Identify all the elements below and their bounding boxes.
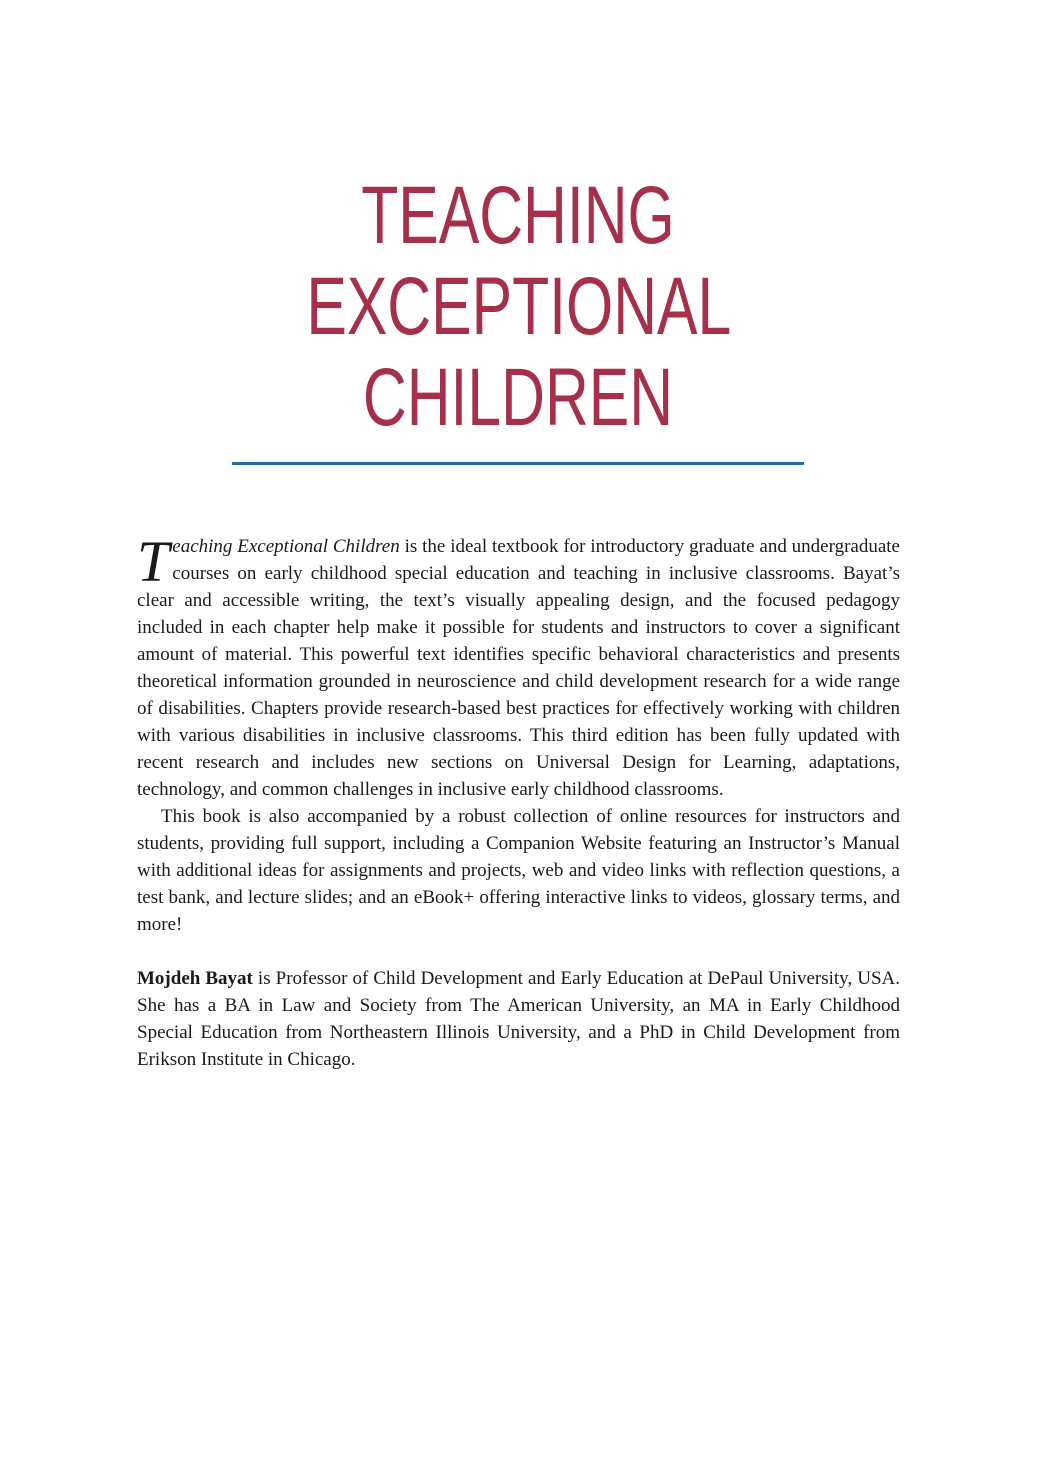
description-paragraph-2 <box>137 803 900 938</box>
title-line-3: CHILDREN <box>362 352 674 443</box>
title-line-1: TEACHING <box>361 170 675 261</box>
book-title <box>232 170 804 443</box>
description-paragraph-1 <box>137 529 900 803</box>
author-name: Mojdeh Bayat <box>137 968 253 989</box>
title-underline-rule <box>232 462 804 465</box>
description-paragraph-1-text: is the ideal textbook for introductory graduate and undergraduate courses on early childhood special education and teaching in inclusive classrooms. Bayat’s clear and accessible writing, the text’s visually appealing design, and the focused pedagogy included in each chapter help make it possible for students and instructors to cover a significant amount of material. This powerful text identifies specific behavioral characteristics and presents theoretical information grounded in neuroscience and child development research for a wide range of disabilities. Chapters provide research-based best practices for effectively working with children with various disabilities in inclusive classrooms. This third edition has been fully updated with recent research and includes new sections on Universal Design for Learning, adaptations, technology, and common challenges in inclusive early childhood classrooms. <box>137 536 900 800</box>
description-block <box>137 529 900 1073</box>
author-bio <box>137 965 900 1073</box>
drop-cap: T <box>137 529 170 594</box>
title-line-2: EXCEPTIONAL <box>306 261 732 352</box>
description-paragraph-2-text: This book is also accompanied by a robust collection of online resources for instructors and students, providing full support, including a Companion Website featuring an Instructor’s Manual with additional ideas for assignments and projects, web and video links with reflection questions, a test bank, and lecture slides; and an eBook+ offering interactive links to videos, glossary terms, and more! <box>137 806 900 935</box>
book-title-italic: eaching Exceptional Children <box>172 536 400 557</box>
author-bio-text: is Professor of Child Development and Early Education at DePaul University, USA. She has a BA in Law and Society from The American University, an MA in Early Childhood Special Education from Northeastern Illinois University, and a PhD in Child Development from Erikson Institute in Chicago. <box>137 968 900 1070</box>
